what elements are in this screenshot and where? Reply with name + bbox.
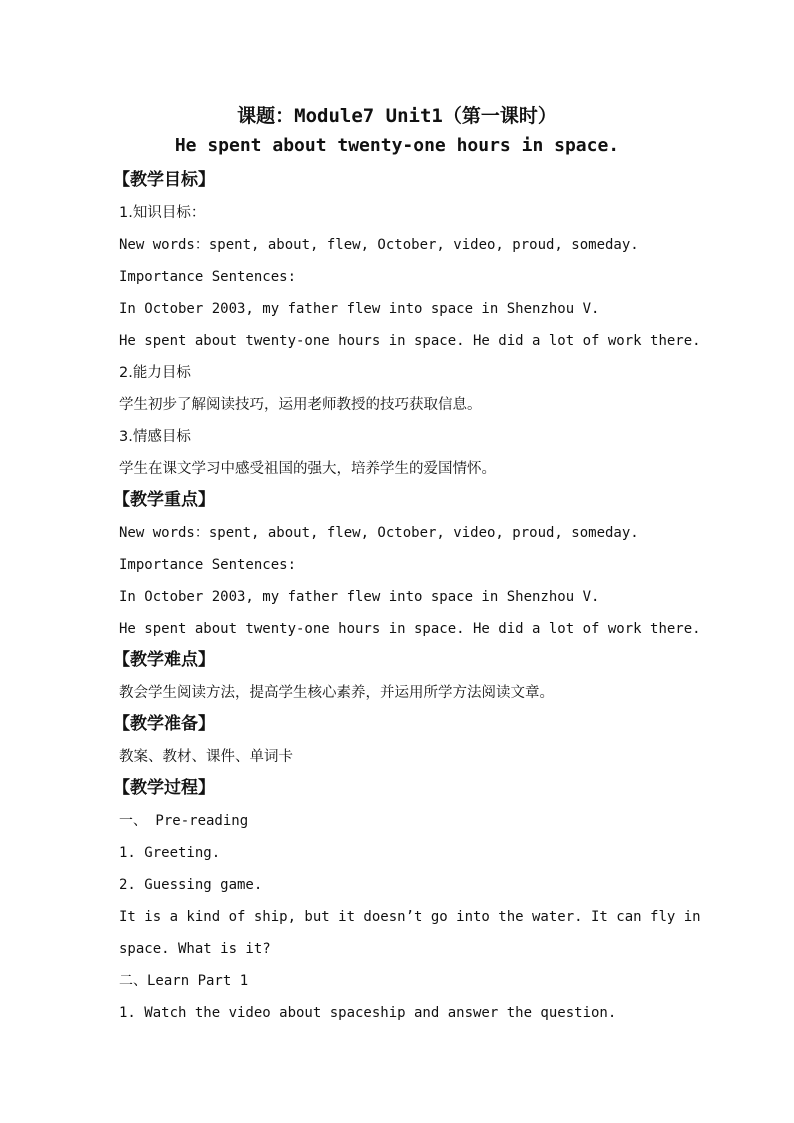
objectives-importance-label: Importance Sentences: <box>119 269 297 285</box>
objectives-heading: 【教学目标】 <box>113 170 215 190</box>
knowledge-objective-label: 1.知识目标： <box>119 205 206 221</box>
process-step-2-item-1: 1. Watch the video about spaceship and answer the question. <box>119 1005 617 1021</box>
emotion-objective-text: 学生在课文学习中感受祖国的强大，培养学生的爱国情怀。 <box>119 461 496 477</box>
process-step-1-item-2: 2. Guessing game. <box>119 877 263 893</box>
lesson-title: 课题：Module7 Unit1（第一课时） <box>237 105 557 127</box>
objectives-sentence-2: He spent about twenty-one hours in space. He did a lot of work there. <box>119 333 701 349</box>
key-points-heading: 【教学重点】 <box>113 490 215 510</box>
ability-objective-label: 2.能力目标 <box>119 365 191 381</box>
key-points-new-words: New words：spent, about, flew, October, video, proud, someday. <box>119 525 639 541</box>
process-step-2: 二、Learn Part 1 <box>119 973 249 989</box>
key-points-importance-label: Importance Sentences: <box>119 557 297 573</box>
riddle-line-1: It is a kind of ship, but it doesn’t go into the water. It can fly in <box>119 909 701 925</box>
process-step-1-item-1: 1. Greeting. <box>119 845 221 861</box>
emotion-objective-label: 3.情感目标 <box>119 429 191 445</box>
process-heading: 【教学过程】 <box>113 778 215 798</box>
key-points-sentence-2: He spent about twenty-one hours in space. He did a lot of work there. <box>119 621 701 637</box>
preparation-heading: 【教学准备】 <box>113 714 215 734</box>
process-step-1: 一、 Pre-reading <box>119 813 249 829</box>
lesson-subtitle: He spent about twenty-one hours in space. <box>174 135 620 156</box>
objectives-sentence-1: In October 2003, my father flew into space in Shenzhou V. <box>119 301 600 317</box>
difficulties-heading: 【教学难点】 <box>113 650 215 670</box>
objectives-new-words: New words：spent, about, flew, October, video, proud, someday. <box>119 237 639 253</box>
preparation-text: 教案、教材、课件、单词卡 <box>119 749 293 765</box>
key-points-sentence-1: In October 2003, my father flew into space in Shenzhou V. <box>119 589 600 605</box>
difficulties-text: 教会学生阅读方法，提高学生核心素养，并运用所学方法阅读文章。 <box>119 685 554 701</box>
riddle-line-2: space. What is it? <box>119 941 271 957</box>
ability-objective-text: 学生初步了解阅读技巧，运用老师教授的技巧获取信息。 <box>119 397 482 413</box>
